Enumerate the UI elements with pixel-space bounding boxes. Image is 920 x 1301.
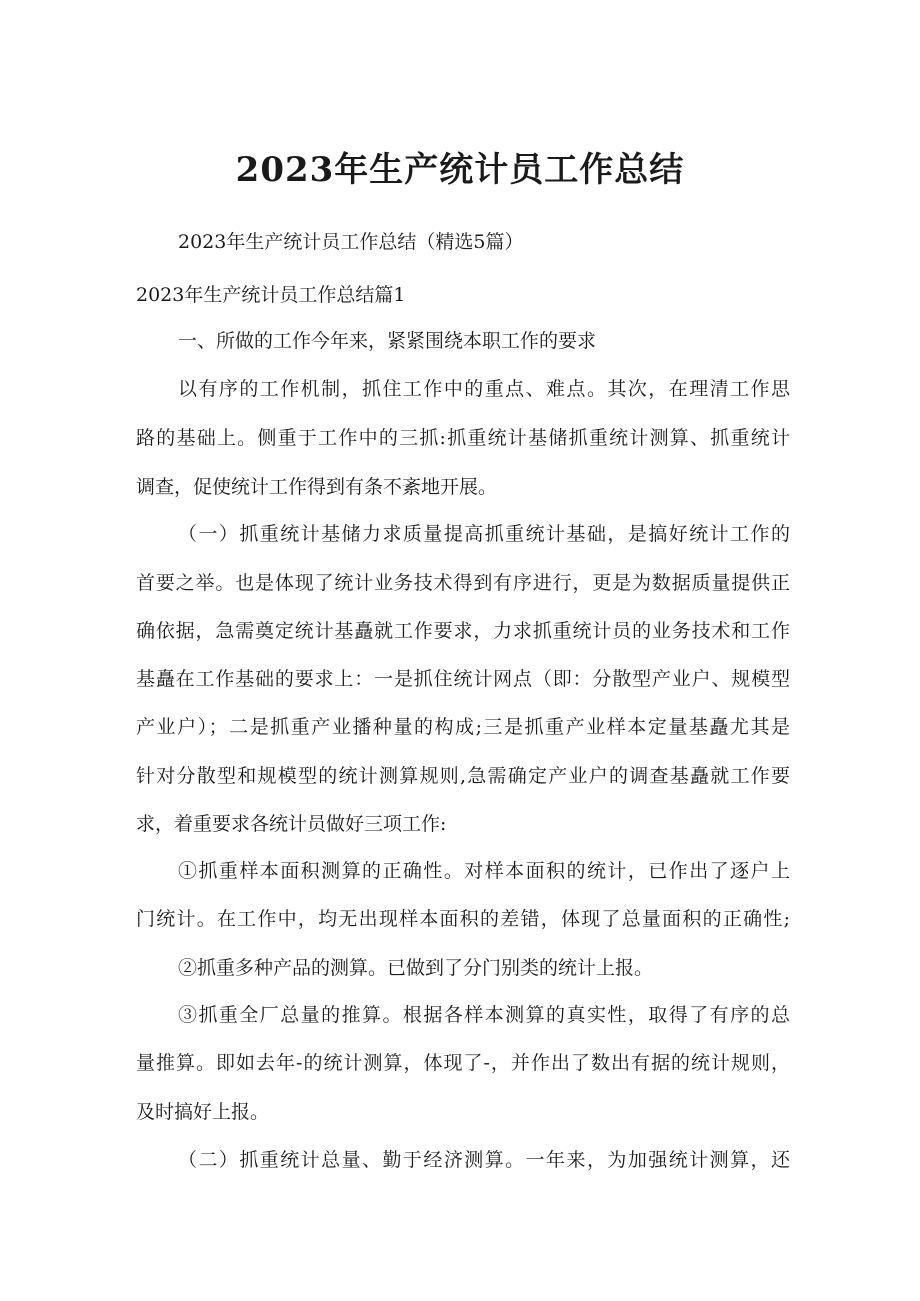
- list-item-line: ③抓重全厂总量的推算。根据各样本测算的真实性，取得了有序的总: [178, 1004, 790, 1026]
- paragraph-line: （二）抓重统计总量、勤于经济测算。一年来，为加强统计测算，还: [178, 1149, 790, 1171]
- paragraph-line: 针对分散型和规模型的统计测算规则,急需确定产业户的调查基矗就工作要: [136, 765, 790, 787]
- paragraph-line: （一）抓重统计基储力求质量提高抓重统计基础，是搞好统计工作的: [178, 523, 790, 545]
- paragraph-line: 一、所做的工作今年来，紧紧围绕本职工作的要求: [178, 330, 597, 352]
- list-item-line: 门统计。在工作中，均无出现样本面积的差错，体现了总量面积的正确性;: [136, 908, 790, 930]
- paragraph-line: 基矗在工作基础的要求上：一是抓住统计网点（即：分散型产业户、规模型: [136, 668, 790, 690]
- paragraph-line: 路的基础上。侧重于工作中的三抓:抓重统计基储抓重统计测算、抓重统计: [136, 427, 790, 449]
- subtitle-line: 2023年生产统计员工作总结（精选5篇）: [178, 231, 524, 253]
- paragraph-line: 求，着重要求各统计员做好三项工作:: [136, 813, 447, 835]
- section-heading: 2023年生产统计员工作总结篇1: [136, 284, 406, 306]
- paragraph-line: 首要之举。也是体现了统计业务技术得到有序进行，更是为数据质量提供正: [136, 572, 790, 594]
- list-item-line: ①抓重样本面积测算的正确性。对样本面积的统计，已作出了逐户上: [178, 860, 790, 882]
- list-item-line: ②抓重多种产品的测算。已做到了分门别类的统计上报。: [178, 957, 654, 979]
- paragraph-line: 确依据，急需奠定统计基矗就工作要求，力求抓重统计员的业务技术和工作: [136, 620, 790, 642]
- paragraph-line: 调查，促使统计工作得到有条不紊地开展。: [136, 476, 498, 498]
- list-item-line: 及时搞好上报。: [136, 1101, 270, 1123]
- list-item-line: 量推算。即如去年-的统计测算，体现了-，并作出了数出有据的统计规则，: [136, 1052, 790, 1074]
- document-title: 2023年生产统计员工作总结: [235, 150, 685, 190]
- paragraph-line: 以有序的工作机制，抓住工作中的重点、难点。其次，在理清工作思: [178, 378, 790, 400]
- paragraph-line: 产业户）；二是抓重产业播种量的构成;三是抓重产业样本定量基矗尤其是: [136, 716, 790, 738]
